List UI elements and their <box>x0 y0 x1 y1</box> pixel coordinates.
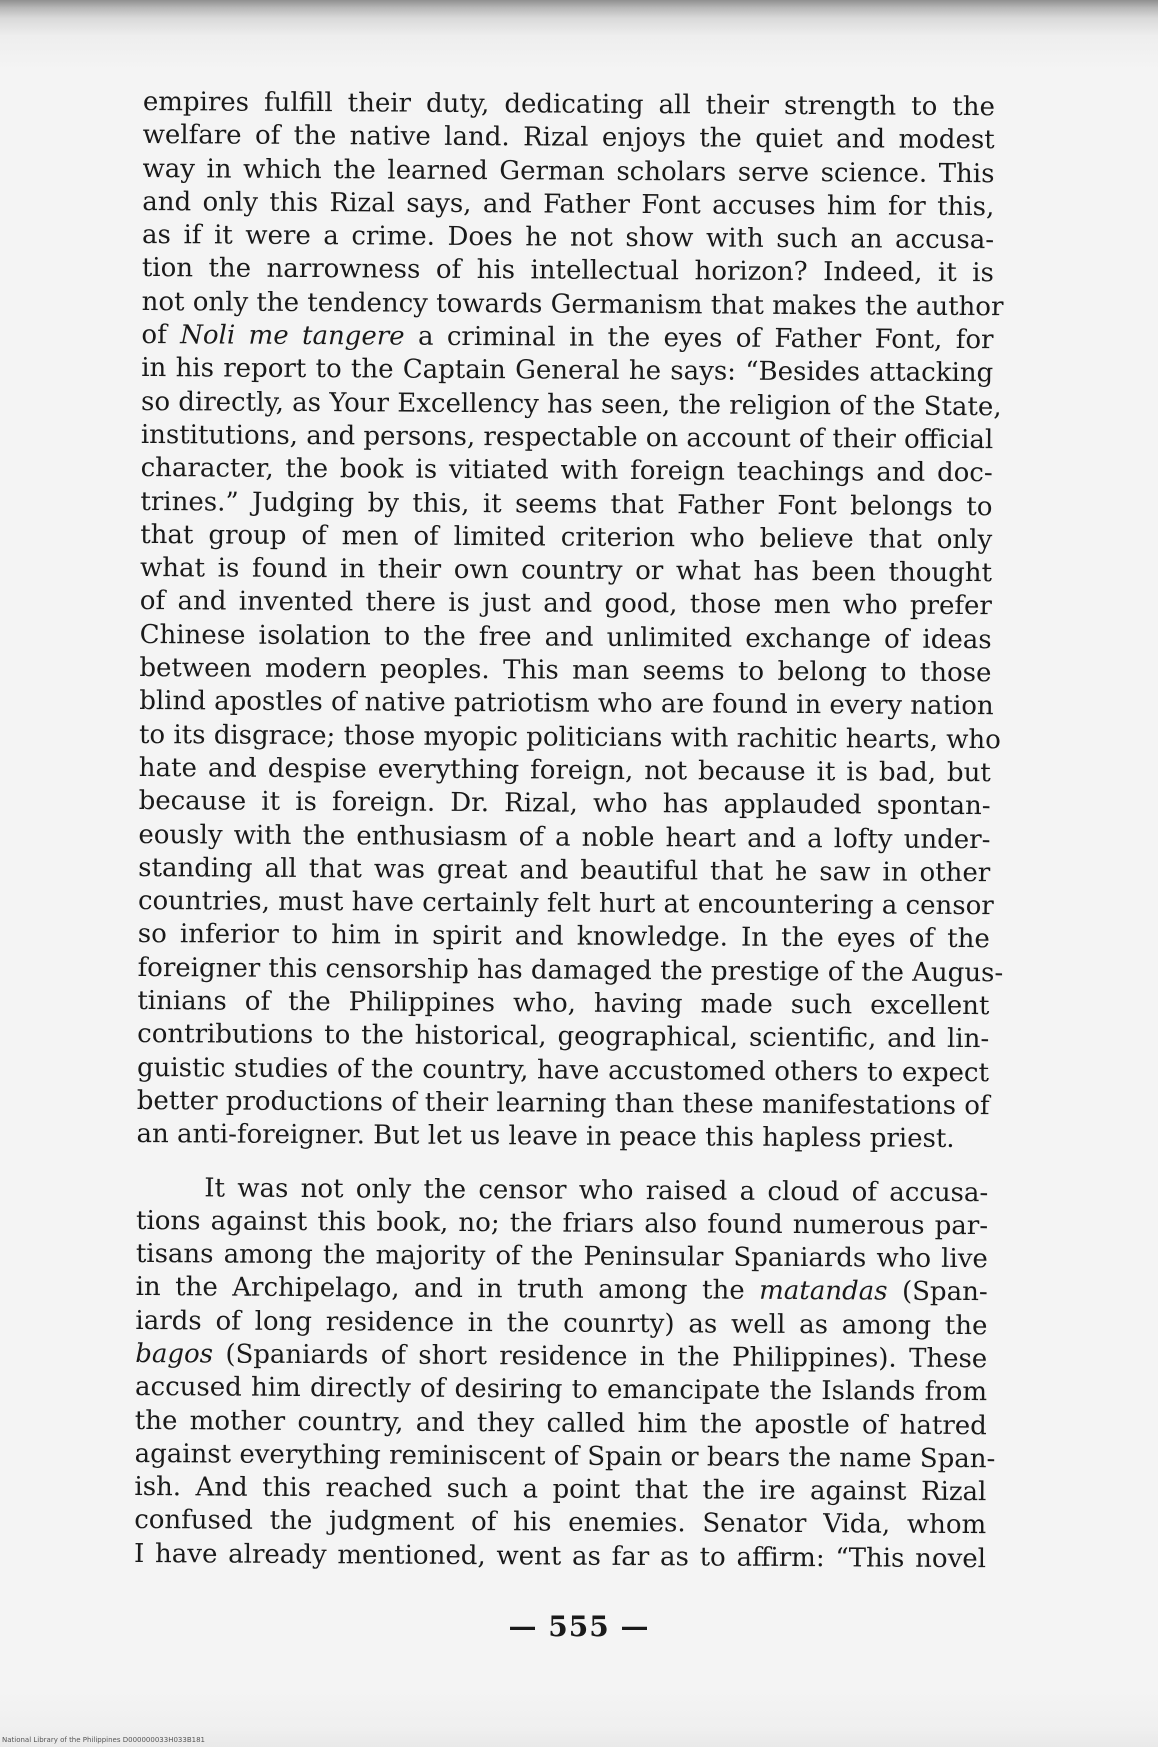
text-line: institutions, and persons, respectable on account of their official <box>140 419 994 456</box>
text-line: so inferior to him in spirit and knowledge. In the eyes of the <box>137 919 990 955</box>
text-line: I have already mentioned, went as far as to affirm: “This novel <box>133 1538 987 1574</box>
text-line <box>136 1271 988 1310</box>
text-line: what is found in their own country or what has been thought <box>139 553 993 589</box>
text-line: blind apostles of native patriotism who are found in every nation <box>139 686 994 722</box>
text-line: countries, must have certainly felt hurt at encountering a censor <box>137 886 994 922</box>
text-line <box>141 319 993 358</box>
text-line: accused him directly of desiring to emancipate the Islands from <box>134 1372 988 1408</box>
line-suffix: (Spaniards of short residence in the Philippines). These <box>225 1339 988 1375</box>
text-line: contributions to the historical, geographical, scientific, and lin- <box>137 1019 990 1055</box>
line-suffix: a criminal in the eyes of Father Font, for <box>417 321 994 356</box>
text-line: eously with the enthusiasm of a noble heart and a lofty under- <box>138 819 991 855</box>
term-bagos: bagos <box>135 1338 214 1370</box>
text-line: to its disgrace; those myopic politicians with rachitic hearts, who <box>138 719 1001 755</box>
text-line: guistic studies of the country, have accustomed others to expect <box>136 1052 990 1088</box>
text-line: tions against this book, no; the friars also found numerous par- <box>135 1205 989 1241</box>
paragraph-2 <box>133 1171 996 1576</box>
text-line: because it is foreign. Dr. Rizal, who has applauded spontan- <box>138 786 991 822</box>
text-line: way in which the learned German scholars serve science. This <box>142 153 995 189</box>
scan-source-footer: National Library of the Philippines D000000033H033B181 <box>2 1736 205 1744</box>
text-line: tinians of the Philippines who, having made such excellent <box>137 985 990 1022</box>
text-line: and only this Rizal says, and Father Font accuses him for this, <box>142 186 995 223</box>
text-line: iards of long residence in the counrty) as well as among the <box>135 1305 988 1341</box>
text-line: so directly, as Your Excellency has seen, the religion of the State, <box>140 386 1002 422</box>
term-matandas: matandas <box>759 1276 888 1307</box>
text-line: against everything reminiscent of Spain or bears the name Span- <box>134 1438 996 1475</box>
text-line: the mother country, and they called him the apostle of hatred <box>134 1405 987 1441</box>
text-line: between modern peoples. This man seems to belong to those <box>139 653 992 689</box>
text-line: not only the tendency towards Germanism that makes the author <box>141 286 1004 323</box>
text-line: empires fulfill their duty, dedicating all their strength to the <box>142 86 995 123</box>
text-line: an anti-foreigner. But let us leave in peace this hapless priest. <box>136 1119 955 1155</box>
text-line: character, the book is vitiated with foreign teachings and doc- <box>140 453 993 489</box>
text-line: Chinese isolation to the free and unlimited exchange of ideas <box>139 619 992 655</box>
line-suffix: (Span- <box>901 1277 988 1308</box>
text-line: standing all that was great and beautiful that he saw in other <box>138 852 991 889</box>
book-title-noli-me-tangere: Noli me tangere <box>180 320 405 352</box>
text-line: of and invented there is just and good, those men who prefer <box>139 586 992 622</box>
text-line: that group of men of limited criterion who believe that only <box>140 519 993 556</box>
text-line: tisans among the majority of the Peninsular Spaniards who live <box>135 1239 988 1275</box>
text-line: It was not only the censor who raised a cloud of accusa- <box>204 1172 989 1208</box>
text-line: ish. And this reached such a point that the ire against Rizal <box>134 1472 987 1508</box>
text-line: welfare of the native land. Rizal enjoys the quiet and modest <box>142 120 995 156</box>
line-prefix: in the Archipelago, and in truth among the <box>135 1272 745 1307</box>
text-line: confused the judgment of his enemies. Senator Vida, whom <box>134 1505 987 1541</box>
text-line <box>135 1338 987 1377</box>
text-line: foreigner this censorship has damaged the prestige of the Augus- <box>137 952 1004 988</box>
text-line: better productions of their learning than these manifestations of <box>136 1085 990 1122</box>
line-prefix: of <box>141 320 167 351</box>
text-line: tion the narrowness of his intellectual horizon? Indeed, it is <box>141 253 994 289</box>
page-body <box>133 86 1004 1576</box>
page-number: — 555 — <box>508 1610 650 1643</box>
text-line: trines.” Judging by this, it seems that Father Font belongs to <box>140 486 993 522</box>
text-line: as if it were a crime. Does he not show with such an accusa- <box>141 220 995 256</box>
text-line: hate and despise everything foreign, not because it is bad, but <box>138 752 991 789</box>
paragraph-1 <box>136 86 1004 1157</box>
text-line: in his report to the Captain General he says: “Besides attacking <box>141 353 994 389</box>
